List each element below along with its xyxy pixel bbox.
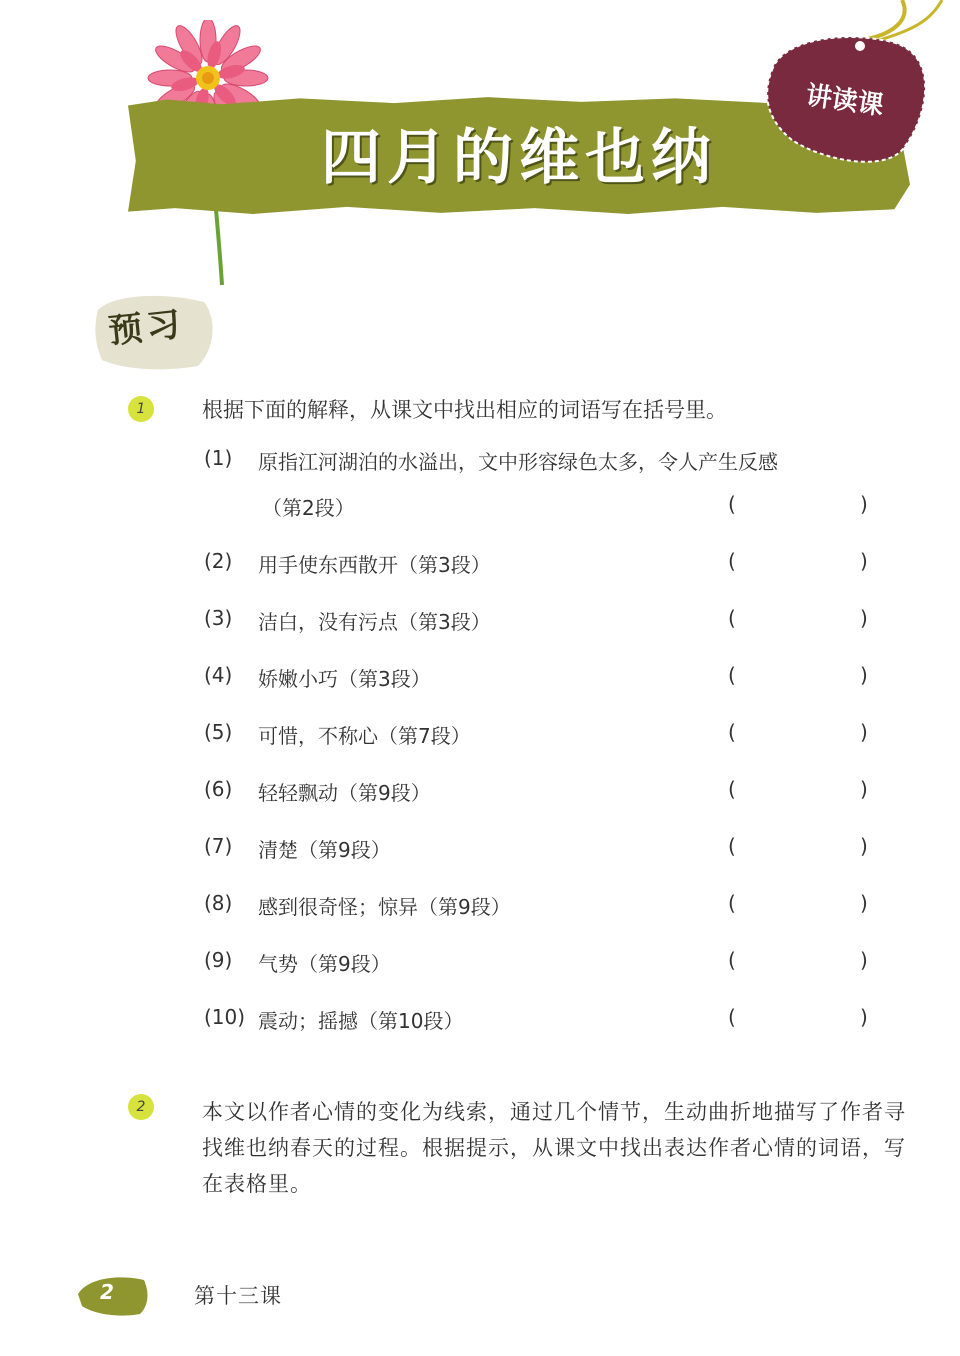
answer-blank-close: ) xyxy=(860,777,868,801)
item-number: (6) xyxy=(204,777,233,801)
item-text-continued: （第2段） xyxy=(262,496,355,520)
answer-blank-open[interactable]: ( xyxy=(728,720,736,744)
question-number-badge: 1 xyxy=(128,396,154,422)
answer-blank-close: ) xyxy=(860,606,868,630)
answer-blank-close: ) xyxy=(860,549,868,573)
lesson-label: 第十三课 xyxy=(194,1284,282,1308)
item-text: 洁白，没有污点（第3段） xyxy=(258,610,491,634)
item-number: (2) xyxy=(204,549,233,573)
item-number: (3) xyxy=(204,606,233,630)
answer-blank-open[interactable]: ( xyxy=(728,891,736,915)
item-number: (9) xyxy=(204,948,233,972)
answer-blank-close: ) xyxy=(860,492,868,516)
answer-blank-open[interactable]: ( xyxy=(728,777,736,801)
page-title: 四月的维也纳 xyxy=(321,123,717,193)
item-text: 感到很奇怪；惊异（第9段） xyxy=(258,895,511,919)
answer-blank-close: ) xyxy=(860,663,868,687)
item-text: 气势（第9段） xyxy=(258,952,391,976)
item-number: (4) xyxy=(204,663,233,687)
answer-blank-close: ) xyxy=(860,834,868,858)
answer-blank-close: ) xyxy=(860,948,868,972)
answer-blank-open[interactable]: ( xyxy=(728,549,736,573)
answer-blank-open[interactable]: ( xyxy=(728,492,736,516)
item-number: (8) xyxy=(204,891,233,915)
lesson-type-tag: 讲读课 xyxy=(803,80,886,122)
answer-blank-open[interactable]: ( xyxy=(728,606,736,630)
answer-blank-open[interactable]: ( xyxy=(728,834,736,858)
item-text: 震动；摇撼（第10段） xyxy=(258,1009,464,1033)
item-text: 原指江河湖泊的水溢出，文中形容绿色太多，令人产生反感 xyxy=(258,450,778,474)
answer-blank-open[interactable]: ( xyxy=(728,1005,736,1029)
item-number: (7) xyxy=(204,834,233,858)
item-number: (1) xyxy=(204,446,233,470)
item-number: (5) xyxy=(204,720,233,744)
answer-blank-open[interactable]: ( xyxy=(728,948,736,972)
item-text: 可惜，不称心（第7段） xyxy=(258,724,471,748)
question-instruction: 根据下面的解释，从课文中找出相应的词语写在括号里。 xyxy=(202,398,727,422)
page-number-badge-shape xyxy=(78,1270,150,1318)
section-label: 预习 xyxy=(106,304,187,352)
answer-blank-close: ) xyxy=(860,720,868,744)
answer-blank-close: ) xyxy=(860,1005,868,1029)
item-text: 轻轻飘动（第9段） xyxy=(258,781,431,805)
item-text: 清楚（第9段） xyxy=(258,838,391,862)
answer-blank-close: ) xyxy=(860,891,868,915)
item-text: 用手使东西散开（第3段） xyxy=(258,553,491,577)
item-number: (10) xyxy=(204,1005,246,1029)
question-number-badge: 2 xyxy=(128,1094,154,1120)
item-text: 娇嫩小巧（第3段） xyxy=(258,667,431,691)
question-instruction: 本文以作者心情的变化为线索，通过几个情节，生动曲折地描写了作者寻找维也纳春天的过程。根据提示，从课文中找出表达作者心情的词语，写在表格里。 xyxy=(202,1100,906,1196)
answer-blank-open[interactable]: ( xyxy=(728,663,736,687)
page-number: 2 xyxy=(100,1280,114,1304)
